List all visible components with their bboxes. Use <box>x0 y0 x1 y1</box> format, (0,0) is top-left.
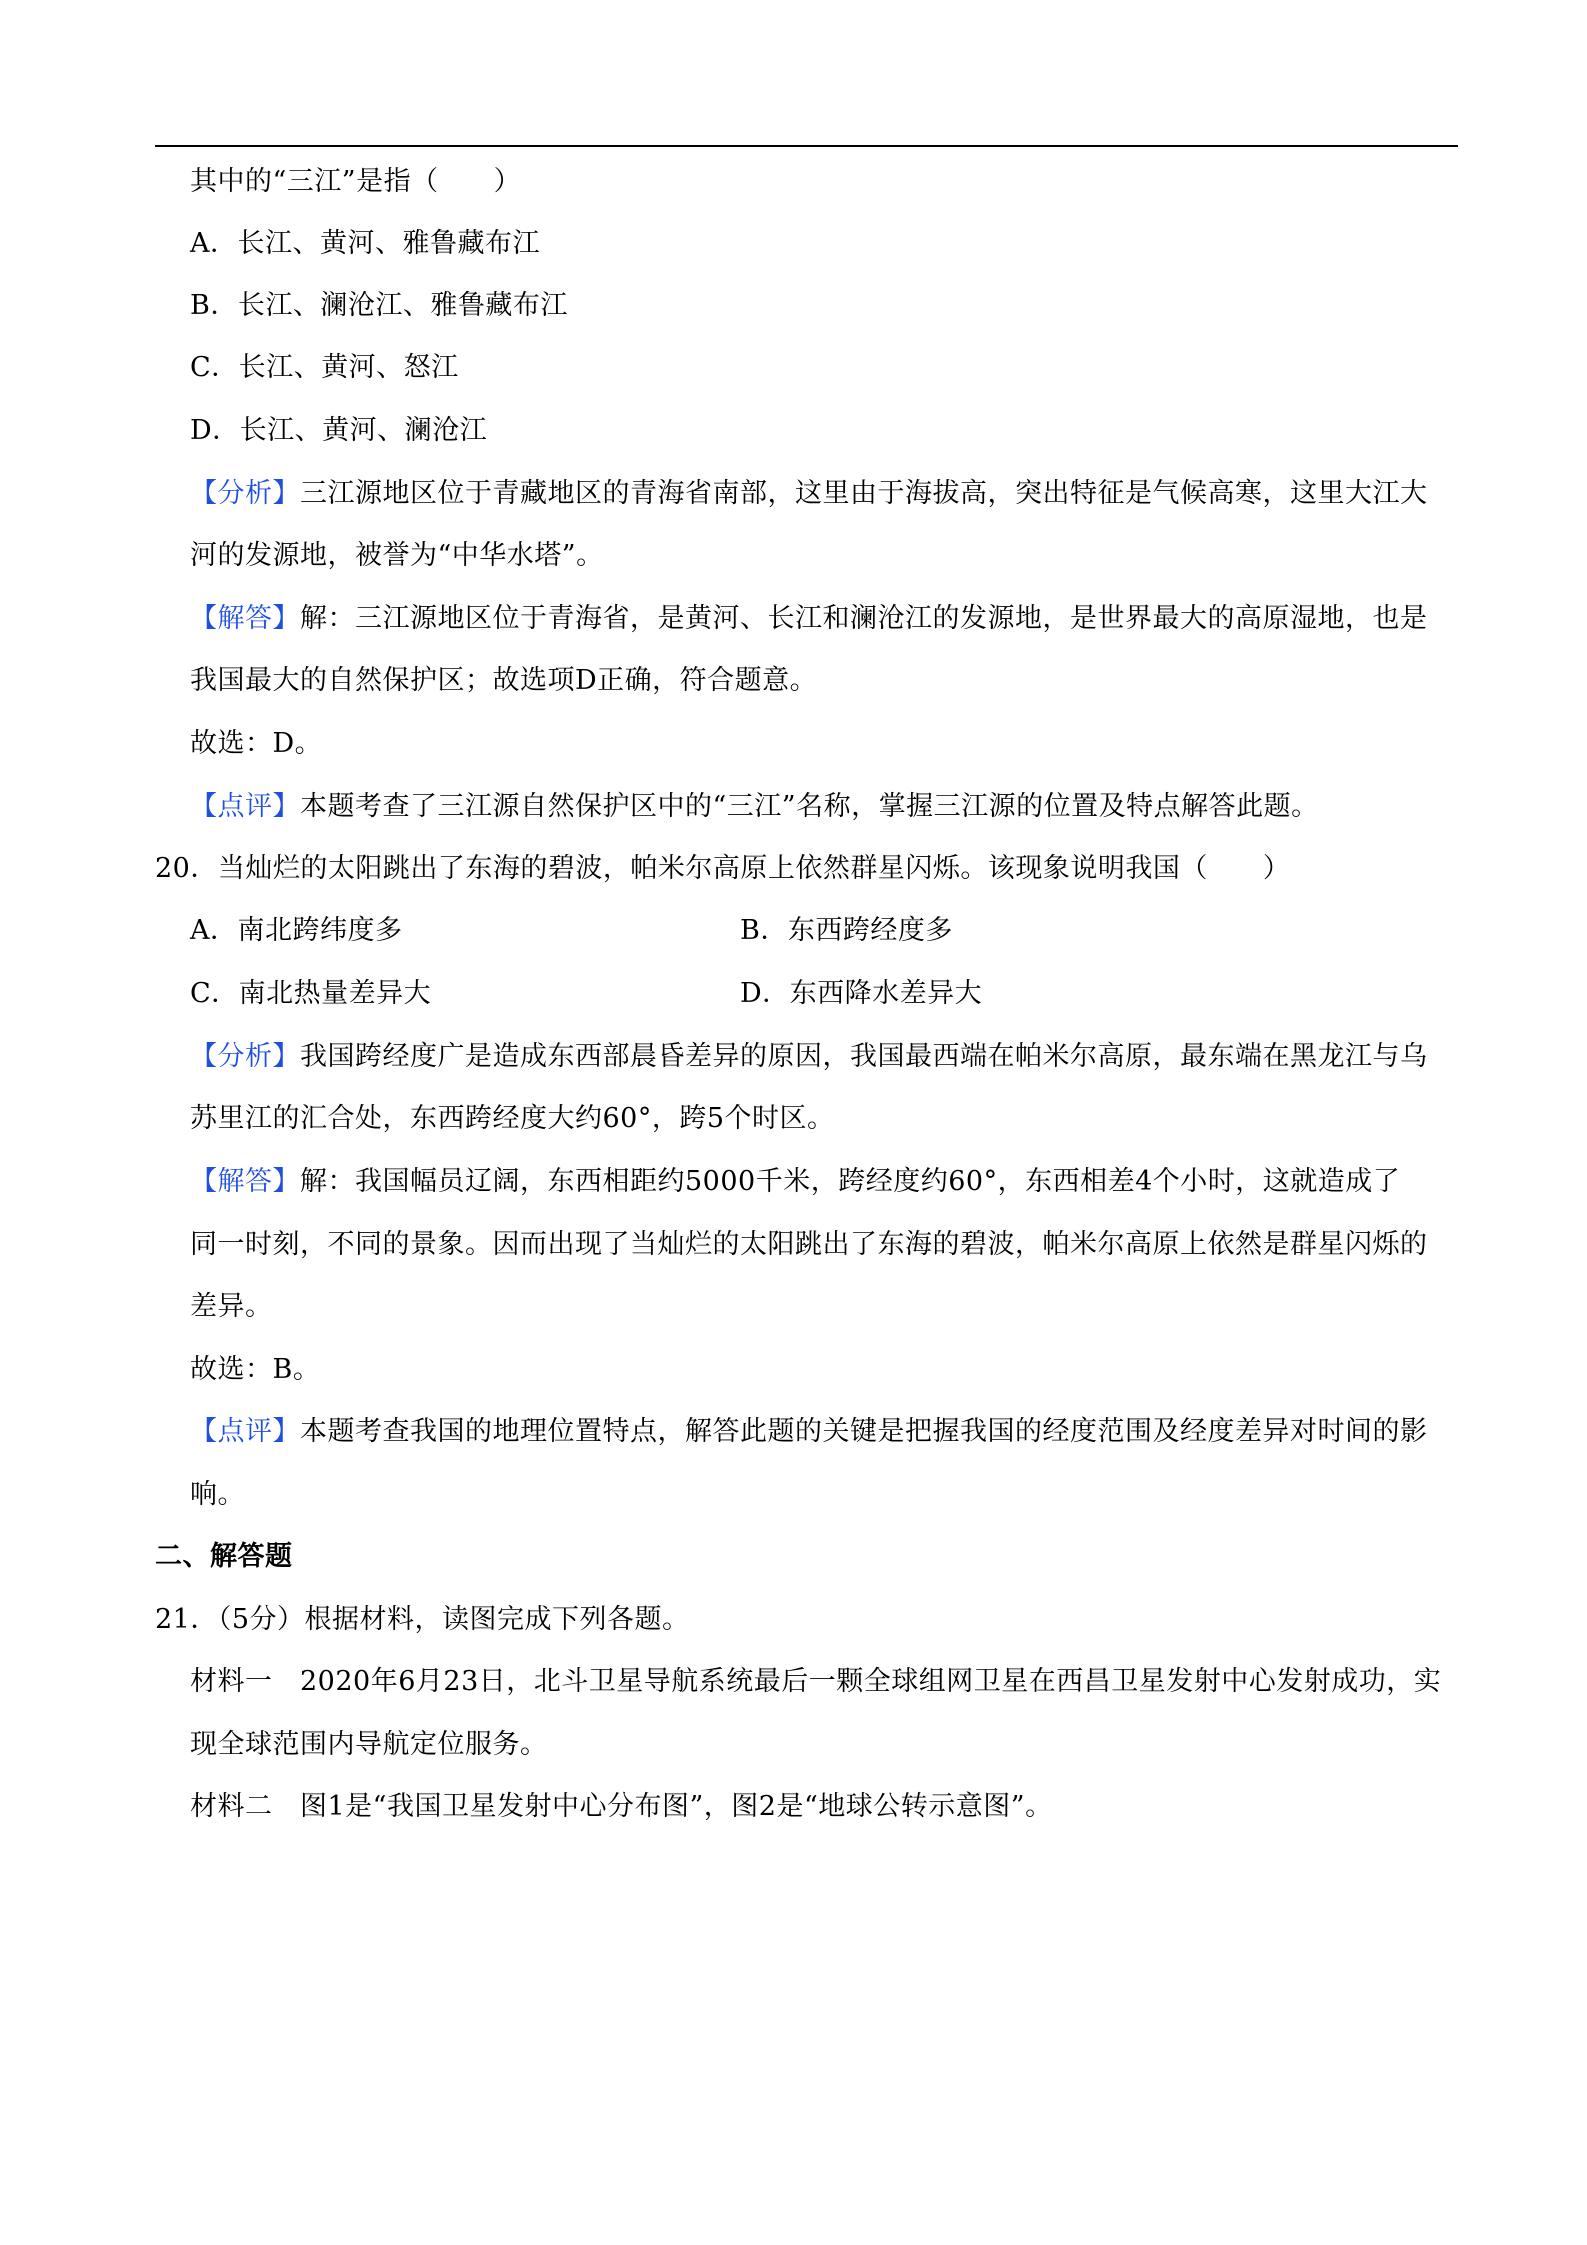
q21-material1-line2: 现全球范围内导航定位服务。 <box>190 1729 548 1760</box>
q19-answer-text: 解：三江源地区位于青海省，是黄河、长江和澜沧江的发源地，是世界最大的高原湿地，也是 <box>300 603 1428 634</box>
q19-option-c: C．长江、黄河、怒江 <box>190 352 459 383</box>
q19-analysis-line1 <box>190 476 1428 512</box>
q19-option-a: A．长江、黄河、雅鲁藏布江 <box>190 228 540 259</box>
header-rule <box>155 145 1458 147</box>
q19-stem: 其中的“三江”是指（ ） <box>190 166 522 197</box>
q20-answer-line2: 同一时刻，不同的景象。因而出现了当灿烂的太阳跳出了东海的碧波，帕米尔高原上依然是群星闪烁的 <box>190 1229 1428 1260</box>
q20-answer-text: 解：我国幅员辽阔，东西相距约5000千米，跨经度约60°，东西相差4个小时，这就造成了 <box>300 1166 1401 1197</box>
q19-option-d: D．长江、黄河、澜沧江 <box>190 415 488 446</box>
q19-option-b: B．长江、澜沧江、雅鲁藏布江 <box>190 290 568 321</box>
q19-answer-line1 <box>190 601 1428 637</box>
comment-tag: 【点评】 <box>190 1416 300 1447</box>
q21-material1-line1: 材料一 2020年6月23日，北斗卫星导航系统最后一颗全球组网卫星在西昌卫星发射中心发射成功，实 <box>190 1666 1442 1697</box>
q19-choice: 故选：D。 <box>190 728 323 759</box>
analysis-tag: 【分析】 <box>190 1041 300 1072</box>
answer-tag: 【解答】 <box>190 603 300 634</box>
q20-analysis-line1 <box>190 1039 1428 1075</box>
q21-material2: 材料二 图1是“我国卫星发射中心分布图”，图2是“地球公转示意图”。 <box>190 1791 1053 1822</box>
q20-option-c: C．南北热量差异大 <box>190 978 432 1009</box>
q19-analysis-line2: 河的发源地，被誉为“中华水塔”。 <box>190 540 604 571</box>
comment-tag: 【点评】 <box>190 791 300 822</box>
answer-tag: 【解答】 <box>190 1166 300 1197</box>
q20-answer-line3: 差异。 <box>190 1291 273 1322</box>
q19-analysis-text: 三江源地区位于青藏地区的青海省南部，这里由于海拔高，突出特征是气候高寒，这里大江大 <box>300 478 1428 509</box>
q19-comment-text: 本题考查了三江源自然保护区中的“三江”名称，掌握三江源的位置及特点解答此题。 <box>300 791 1319 822</box>
q19-answer-line2: 我国最大的自然保护区；故选项D正确，符合题意。 <box>190 665 818 696</box>
section-heading: 二、解答题 <box>155 1541 293 1572</box>
q20-analysis-text: 我国跨经度广是造成东西部晨昏差异的原因，我国最西端在帕米尔高原，最东端在黑龙江与乌 <box>300 1041 1428 1072</box>
q20-option-d: D．东西降水差异大 <box>740 978 983 1009</box>
q21-stem: 21．（5分）根据材料，读图完成下列各题。 <box>155 1604 690 1635</box>
analysis-tag: 【分析】 <box>190 478 300 509</box>
q20-comment-text: 本题考查我国的地理位置特点，解答此题的关键是把握我国的经度范围及经度差异对时间的影 <box>300 1416 1428 1447</box>
q20-answer-line1 <box>190 1164 1400 1200</box>
q20-choice: 故选：B。 <box>190 1354 321 1385</box>
q20-analysis-line2: 苏里江的汇合处，东西跨经度大约60°，跨5个时区。 <box>190 1103 835 1134</box>
q20-comment-line1 <box>190 1414 1428 1450</box>
q20-option-b: B．东西跨经度多 <box>740 915 953 946</box>
q20-option-a: A．南北跨纬度多 <box>190 915 403 946</box>
q19-comment <box>190 789 1319 825</box>
q20-stem: 20．当灿烂的太阳跳出了东海的碧波，帕米尔高原上依然群星闪烁。该现象说明我国（ ） <box>155 853 1291 884</box>
q20-comment-line2: 响。 <box>190 1479 245 1510</box>
